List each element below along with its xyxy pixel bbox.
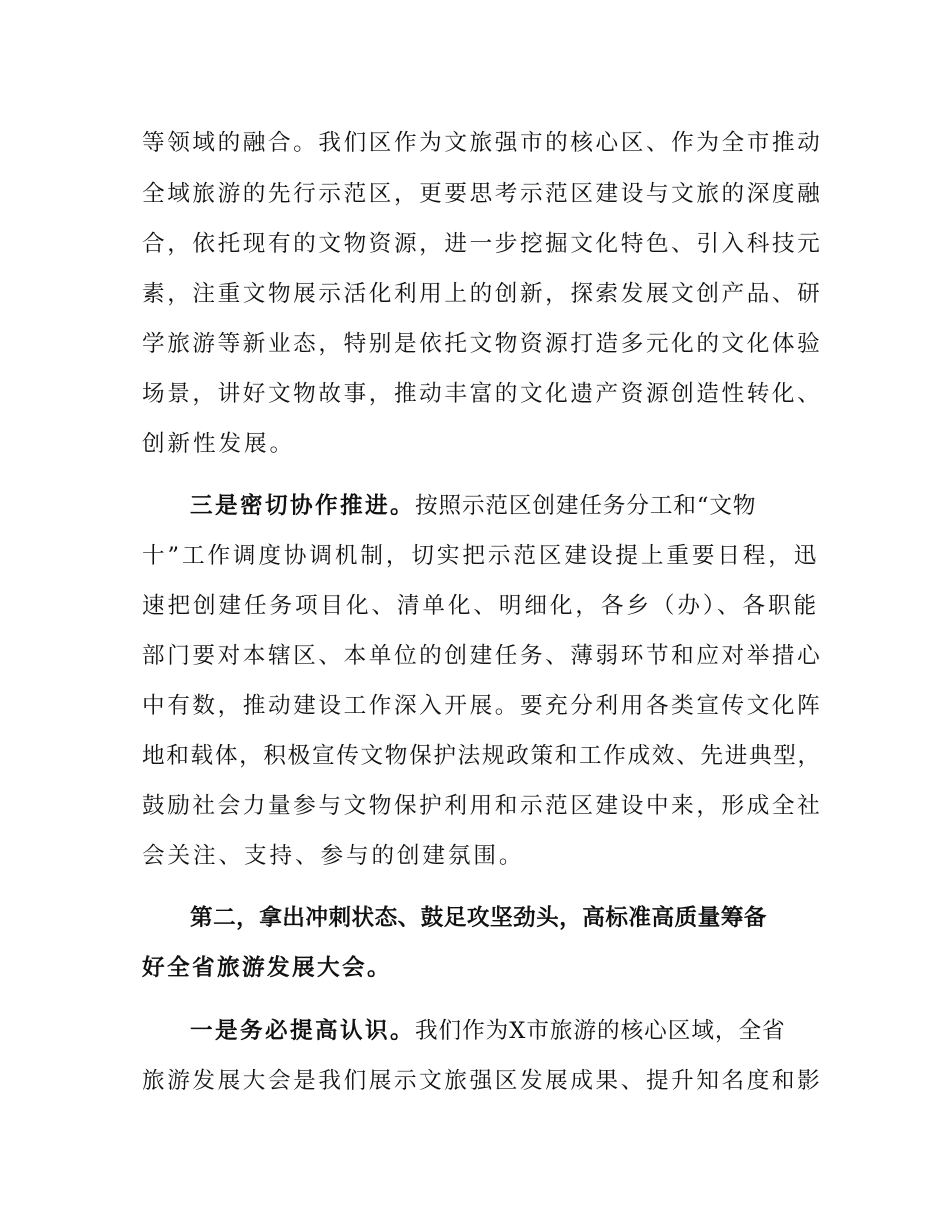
paragraph-1-line-4: 素，注重文物展示活化利用上的创新，探索发展文创产品、研 [142,281,823,307]
paragraph-1-line-1: 等领域的融合。我们区作为文旅强市的核心区、作为全市推动 [142,130,823,156]
paragraph-2-lead: 三是密切协作推进。 [190,493,415,519]
paragraph-3-line-1 [190,1016,870,1046]
paragraph-3-first-line-rest: 我们作为X市旅游的核心区域，全省 [414,1018,786,1044]
paragraph-2-line-6: 地和载体，积极宣传文物保护法规政策和工作成效、先进典型， [142,743,822,769]
paragraph-1-line-3: 合，依托现有的文物资源，进一步挖掘文化特色、引入科技元 [142,231,823,257]
paragraph-2-line-7: 鼓励社会力量参与文物保护利用和示范区建设中来，形成全社 [142,793,823,819]
paragraph-1-line-2: 全域旅游的先行示范区，更要思考示范区建设与文旅的深度融 [142,181,823,207]
section-heading-line-1: 第二，拿出冲刺状态、鼓足攻坚劲头，高标准高质量筹备 [190,905,767,931]
paragraph-2-line-4: 部门要对本辖区、本单位的创建任务、薄弱环节和应对举措心 [142,643,823,669]
paragraph-2-line-1 [190,491,870,521]
section-heading-line-2: 好全省旅游发展大会。 [142,955,392,981]
paragraph-2-line-3: 速把创建任务项目化、清单化、明细化，各乡（办）、各职能 [142,593,820,619]
paragraph-1-line-6: 场景，讲好文物故事，推动丰富的文化遗产资源创造性转化、 [142,381,823,407]
paragraph-2-line-5: 中有数，推动建设工作深入开展。要充分利用各类宣传文化阵 [142,693,823,719]
paragraph-3-lead: 一是务必提高认识。 [190,1018,415,1044]
paragraph-1-line-5: 学旅游等新业态，特别是依托文物资源打造多元化的文化体验 [142,331,823,357]
paragraph-3-line-2: 旅游发展大会是我们展示文旅强区发展成果、提升知名度和影 [142,1068,823,1094]
paragraph-2-line-8: 会关注、支持、参与的创建氛围。 [142,843,525,869]
paragraph-1-line-7: 创新性发展。 [142,431,295,457]
paragraph-2-line-2: 十”工作调度协调机制，切实把示范区建设提上重要日程，迅 [142,543,820,569]
paragraph-2-first-line-rest: 按照示范区创建任务分工和“文物 [414,493,757,519]
